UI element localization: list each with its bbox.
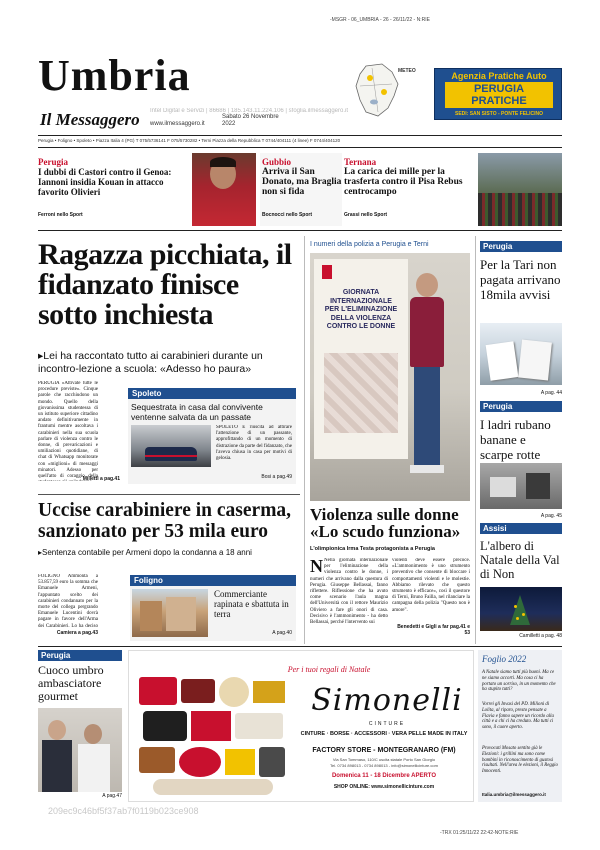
- lead-headline[interactable]: Ragazza picchiata, il fidanzato finisce sotto inchiesta: [38, 238, 292, 331]
- teaser-byline: Bocnocci nello Sport: [262, 212, 313, 218]
- athlete-jacket: [410, 297, 444, 367]
- right-story-ref: A pag. 44: [540, 390, 562, 396]
- foligno-headline: Commerciante rapinata e sbattuta in terra: [214, 589, 289, 619]
- athlete-head: [416, 273, 438, 297]
- feature-caption: L'olimpionica Irma Testa protagonista a Perugia: [310, 546, 435, 552]
- right-story-label: Assisi: [480, 523, 562, 534]
- ad-brand-sub: CINTURE: [368, 721, 406, 727]
- teaser-gubbio[interactable]: [260, 153, 342, 226]
- right-story-assisi[interactable]: [480, 523, 562, 643]
- feature-kicker: I numeri della polizia a Perugia e Terni: [310, 241, 429, 248]
- agency-ad-line3: PRATICHE: [471, 95, 527, 107]
- tari-photo: [480, 323, 562, 385]
- feature-headline[interactable]: Violenza sulle donne «Lo scudo funziona»: [310, 505, 461, 541]
- arrow-icon: ▸: [38, 350, 44, 362]
- poster-text: GIORNATA INTERNAZIONALE PER L'ELIMINAZIONE DELLA VIOLENZA CONTRO LE DONNE: [324, 289, 398, 330]
- foglio-email[interactable]: Italia.umbria@ilmessaggero.it: [482, 792, 546, 797]
- feature-body-col2: violenti deve essere precoce. «L'ammonimento è uno strumento preventivo che consente di bloccare i comportamenti violenti e le molestie. Abbiamo rilevato che questo strumento è efficace», così il questore di Terni, Bruno Failla, nel rilanciare la campagna della polizia "Questo non è amore".: [392, 558, 470, 613]
- foglio-p3: Provocati Mosato sentito già le Elezioni: i grillini ma sono come bambini in riconoscimento di gustosi risultati. Nell'area le elezioni, il Reggio Innocenti.: [482, 746, 558, 775]
- feature-ref[interactable]: Benedetti e Gigli a far pag.41 e 53: [397, 624, 470, 636]
- gourmet-headline: Cuoco umbro ambasciatore gourmet: [38, 663, 104, 703]
- print-stamp-bottom: -TRX 01:25/11/22 22:42-NOTE:RIE: [440, 830, 519, 836]
- gourmet-ref: A pag.47: [102, 793, 122, 799]
- arrow-icon: ▸: [38, 548, 43, 557]
- athlete-shoes: [410, 465, 444, 473]
- carabinieri-ref[interactable]: Camiera a pag.43: [56, 630, 98, 636]
- spoleto-photo-police-car: [131, 425, 211, 467]
- masthead-rule: [38, 135, 562, 136]
- drop-cap: N: [310, 558, 323, 576]
- teaser-headline: Arriva il San Donato, ma Braglia non si fida: [262, 167, 342, 197]
- offices-line: Perugia • Foligno • Spoleto • Piazza Italia 4 (PG) T 075/5736141 F 075/5730282 • Terni Piazza della Repubblica T 0744/404111 (4 linee) F 0744/404120: [38, 138, 341, 143]
- offices-rule: [38, 147, 562, 148]
- foglio-p1: A Natale siamo tutti più buoni. Ma ce ne siamo accorti. Ma cosa ci ha portato un sorriso, in un momento che ha stupito tutti?: [482, 670, 556, 693]
- cloud-icon: [370, 100, 378, 105]
- lead-ref[interactable]: Milletti a pag.41: [82, 476, 120, 482]
- lead-body: PERUGIA «Attivate tutte le procedure previste». Cinque parole che racchiudono un mondo. Quello della giovanissima studentessa di un istituto superiore cittadino andato definitivamente in frantumi mentre ascoltava i carabinieri nella sua scuola parlare di violenza contro le donne, di prevaricazioni e umiliazioni quotidiane, di chat di Whatsapp monitorate con «miglioni» di messaggi minatori. Adesso per quell'atto di coraggio della: [38, 381, 98, 480]
- teaser-city: Ternana: [344, 157, 377, 167]
- ad-products: CINTURE · BORSE · ACCESSORI · VERA PELLE MADE IN ITALY: [300, 731, 468, 737]
- agency-ad[interactable]: [434, 68, 562, 120]
- feature-body-col1: N Nella giornata internazionale per l'eliminazione della violenza contro le donne, i numeri che arrivano dalla questura di Perugia. Giuseppe Bellassai, fanno riflettere. Riflessione che ha avuto come scenario l'aula magna dell'Università con il rettore Maurizio Oliviero a fare gli onori di casa. Decisivo è l'ammonimento - ha detto Bellassai, perché l'intervento sui: [310, 558, 388, 626]
- ad-store: FACTORY STORE - MONTEGRANARO (FM): [312, 747, 456, 754]
- teaser-byline: Grassi nello Sport: [344, 212, 388, 218]
- right-story-ref: Camilletti a pag. 48: [519, 633, 562, 639]
- carabinieri-subhead: ▸Sentenza contabile per Armeni dopo la condanna a 18 anni: [38, 548, 252, 557]
- right-story-headline: I ladri rubano banane e scarpe rotte: [480, 417, 551, 462]
- website-link[interactable]: www.ilmessaggero.it: [150, 121, 205, 127]
- foglio-title: Foglio 2022: [482, 654, 527, 664]
- right-story-ladri[interactable]: [480, 401, 562, 521]
- spoleto-ref: Bosi a pag.49: [261, 474, 292, 480]
- foglio-p2: Vorrei gli Invasi del PD. Milioni di Lolita, al riparo, presto pensate a Flavia e fanno sapere un ricordo alla città e a chi ci ha creduto. Ma tutti ci sono, il cuore aperto.: [482, 702, 554, 731]
- carabinieri-body: FOLIGNO Ammonta a 53.857,59 euro la somma che Emanuele Armeni, l'appuntato scelto dei carabinieri condannato per la morte del collega pergrando Emanuele Lucentini dovrà pagare in favore dell'Arma dei Carabinieri. Lo ha deciso: [38, 574, 98, 629]
- watermark-id: 209ec9c46bf5f37ab7f0119b023ce908: [48, 806, 199, 816]
- right-story-ref: A pag. 45: [540, 513, 562, 519]
- ad-opening: Domenica 11 - 18 Dicembre APERTO: [331, 773, 437, 779]
- masthead-title: Umbria: [38, 51, 191, 100]
- teaser-city: Gubbio: [262, 157, 292, 167]
- spoleto-box[interactable]: [128, 388, 296, 484]
- teaser-photo-footballer: [192, 153, 256, 226]
- teaser-strip: [38, 153, 562, 226]
- agency-ad-line1: Agenzia Pratiche Auto: [451, 71, 547, 81]
- teaser-ternana[interactable]: [344, 153, 478, 226]
- carabinieri-headline[interactable]: Uccise carabiniere in caserma, sanzionato per 53 mila euro: [38, 500, 292, 542]
- sun-icon: [381, 89, 387, 95]
- spoleto-label: Spoleto: [128, 388, 296, 399]
- foglio-box: [478, 650, 562, 802]
- print-stamp-top: -MSGR - 06_UMBRIA - 26 - 26/11/22 - N:RIE: [330, 17, 430, 23]
- right-story-headline: Per la Tari non pagata arrivano 18mila avvisi: [480, 257, 561, 302]
- foligno-label: Foligno: [130, 575, 296, 586]
- column-divider: [304, 236, 305, 644]
- right-column-divider: [475, 236, 476, 644]
- issue-date: Sabato 26 Novembre 2022: [222, 114, 279, 127]
- gourmet-story[interactable]: [38, 650, 122, 800]
- meteo-map: [352, 62, 402, 118]
- ad-address: Via San Tommaso, 110/C uscita statale Porto San Giorgio: [332, 757, 436, 762]
- ad-tagline: Per i tuoi regali di Natale: [287, 665, 371, 674]
- teaser-byline: Ferroni nello Sport: [38, 212, 83, 218]
- assisi-photo: [480, 587, 562, 631]
- lead-subhead: ▸Lei ha raccontato tutto ai carabinieri durante un incontro-lezione a scuola: «Adesso ho paura»: [38, 350, 263, 375]
- foligno-photo-piazza: [132, 589, 208, 637]
- ad-phone: Tel. 0734 898013 - 0734 898013 - info@simonellicinture.com: [330, 763, 438, 768]
- lower-rule: [38, 646, 562, 647]
- lead-rule: [38, 494, 300, 495]
- athlete-trousers: [414, 367, 440, 467]
- teaser-rule: [38, 230, 562, 231]
- right-story-label: Perugia: [480, 241, 562, 252]
- ad-products-grid: [139, 677, 287, 799]
- ladri-photo: [480, 463, 562, 509]
- foligno-box[interactable]: [130, 575, 296, 641]
- police-crest-icon: [322, 265, 332, 279]
- agency-ad-line2: PERUGIA: [473, 83, 525, 95]
- teaser-city: Perugia: [38, 157, 68, 167]
- licence-watermark: Intel Digital e Servizi | 86686 | 185.143.11.224.106 | sfoglia.ilmessaggero.it: [150, 108, 349, 114]
- meteo-label: METEO: [398, 68, 416, 74]
- ad-brand: Simonelli: [311, 683, 463, 718]
- teaser-photo-fans: [478, 153, 562, 226]
- agency-ad-line4: SEDI: SAN SISTO - PONTE FELICINO: [455, 111, 543, 117]
- feature-photo: [310, 253, 470, 501]
- right-story-headline: L'albero di Natale della Val di Non: [480, 539, 560, 581]
- simonelli-ad[interactable]: [128, 650, 474, 802]
- teaser-perugia[interactable]: [38, 153, 188, 226]
- spoleto-headline: Sequestrata in casa dal convivente ventenne salvata da un passate: [131, 402, 263, 422]
- sun-icon: [367, 75, 373, 81]
- foligno-ref: A pag.40: [272, 630, 292, 636]
- teaser-headline: I dubbi di Castori contro il Genoa: Iannoni insidia Kouan in attacco favorito Olivieri: [38, 167, 172, 197]
- right-story-label: Perugia: [480, 401, 562, 412]
- teaser-headline: La carica dei mille per la trasferta contro il Pisa Rebus centrocampo: [344, 167, 463, 197]
- spoleto-body: SPOLETO È riuscita ad attirare l'attenzione di un passante, approfittando di un momento di distrazione da parte del fidanzato, che l'aveva chiusa in casa per motivi di gelosia.: [216, 425, 292, 462]
- right-story-tari[interactable]: [480, 241, 562, 401]
- feature-poster: [314, 259, 408, 459]
- gourmet-photo: [38, 708, 122, 792]
- paper-name: Il Messaggero: [40, 110, 140, 129]
- ad-shop-link[interactable]: SHOP ONLINE: www.simonellicinture.com: [333, 784, 435, 790]
- gourmet-label: Perugia: [38, 650, 122, 661]
